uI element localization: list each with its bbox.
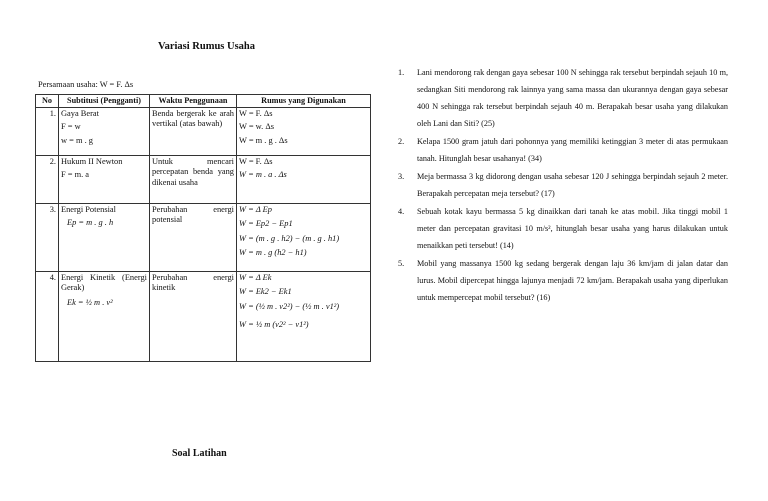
rumus-cell [237, 271, 371, 361]
rumus-line: W = w. Δs [239, 122, 274, 132]
subtitusi-line: F = w [61, 122, 81, 132]
rumus-line: W = Ep2 − Ep1 [239, 219, 293, 229]
subtitusi-line: Hukum II Newton [61, 156, 123, 166]
row-number: 1. [36, 107, 59, 155]
waktu-text: Benda bergerak ke arah vertikal (atas bawah) [152, 108, 234, 129]
question-item [398, 255, 728, 306]
question-text: Kelapa 1500 gram jatuh dari pohonnya yang memiliki ketinggian 3 meter di atas permukaan tanah. Hitunglah besar usahanya! (34) [417, 137, 728, 163]
subtitusi-cell [59, 107, 150, 155]
rumus-line: W = Ek2 − Ek1 [239, 287, 292, 297]
rumus-cell [237, 203, 371, 271]
header-subtitusi: Subtitusi (Pengganti) [59, 94, 150, 107]
waktu-text: Perubahan energi kinetik [152, 272, 234, 293]
table-row [36, 271, 371, 361]
question-text: Lani mendorong rak dengan gaya sebesar 100 N sehingga rak tersebut berpindah sejauh 10 m, sedangkan Siti mendorong rak lainnya yang sama massa dan ukurannya dengan gaya sebesar 400 N sehingga rak tersebut berpindah sejauh 40 m. Berapakah besar usaha yang dilakukan oleh Lani dan Siti? (25) [417, 68, 728, 128]
rumus-line: W = F. Δs [239, 156, 273, 166]
question-item [398, 203, 728, 254]
question-number: 2. [398, 137, 405, 146]
table-row [36, 107, 371, 155]
rumus-line: W = (½ m . v2²) − (½ m . v1²) [239, 301, 340, 311]
rumus-cell [237, 155, 371, 203]
question-text: Sebuah kotak kayu bermassa 5 kg dinaikkan dari tanah ke atas mobil. Jika tinggi mobil 1 meter dan percepatan gravitasi 10 m/s², hitunglah besar usaha yang harus dilakukan untuk menaikkan peti tersebut! (14) [417, 207, 728, 250]
waktu-text: Perubahan energi potensial [152, 204, 234, 225]
subtitusi-line: Energi Potensial [61, 204, 116, 214]
waktu-text: Untuk mencari percepatan benda yang dikenai usaha [152, 156, 234, 187]
question-item [398, 64, 728, 132]
waktu-cell [150, 107, 237, 155]
question-number: 5. [398, 259, 405, 268]
table-row [36, 155, 371, 203]
subtitusi-line: Gaya Berat [61, 108, 99, 118]
rumus-cell [237, 107, 371, 155]
header-rumus: Rumus yang Digunakan [237, 94, 371, 107]
row-number: 4. [36, 271, 59, 361]
waktu-cell [150, 155, 237, 203]
subtitusi-line: w = m . g [61, 135, 93, 145]
subtitusi-cell [59, 203, 150, 271]
subtitusi-cell [59, 155, 150, 203]
subtitusi-line: F = m. a [61, 170, 89, 180]
rumus-line: W = m . a . Δs [239, 170, 287, 180]
header-waktu: Waktu Penggunaan [150, 94, 237, 107]
soal-latihan-heading: Soal Latihan [172, 448, 227, 459]
right-column [398, 64, 728, 307]
rumus-line: W = ½ m (v2² − v1²) [239, 320, 309, 330]
rumus-line: W = Δ Ek [239, 272, 272, 282]
rumus-line: W = m . g . Δs [239, 135, 288, 145]
subtitusi-cell [59, 271, 150, 361]
question-item [398, 168, 728, 202]
question-number: 4. [398, 207, 405, 216]
subtitusi-line: Ep = m . g . h [67, 218, 114, 228]
rumus-line: W = (m . g . h2) − (m . g . h1) [239, 233, 340, 243]
subtitusi-line: Energi Kinetik (Energi Gerak) [61, 272, 147, 293]
header-no: No [36, 94, 59, 107]
question-number: 3. [398, 172, 405, 181]
question-text: Meja bermassa 3 kg didorong dengan usaha sebesar 120 J sehingga berpindah sejauh 2 meter. Berapakah percepatan meja tersebut? (17) [417, 172, 728, 198]
rumus-line: W = m . g (h2 − h1) [239, 248, 307, 258]
table-header-row [36, 94, 371, 107]
question-number: 1. [398, 68, 405, 77]
question-list [398, 64, 728, 306]
waktu-cell [150, 203, 237, 271]
left-column [30, 40, 375, 362]
rumus-line: W = Δ Ep [239, 204, 272, 214]
waktu-cell [150, 271, 237, 361]
question-item [398, 133, 728, 167]
page-title: Variasi Rumus Usaha [157, 41, 256, 52]
table-row [36, 203, 371, 271]
subtitusi-line: Ek = ½ m . v² [67, 297, 113, 307]
rumus-line: W = F. Δs [239, 108, 273, 118]
row-number: 3. [36, 203, 59, 271]
row-number: 2. [36, 155, 59, 203]
work-formula: Persamaan usaha: W = F. Δs [38, 80, 134, 90]
formula-table [35, 94, 371, 362]
question-text: Mobil yang massanya 1500 kg sedang bergerak dengan laju 36 km/jam di jalan datar dan lurus. Mobil dipercepat hingga lajunya menjadi 72 km/jam. Berapakah usaha yang diperlukan untuk mempercepat mobil tersebut? (16) [417, 259, 728, 302]
